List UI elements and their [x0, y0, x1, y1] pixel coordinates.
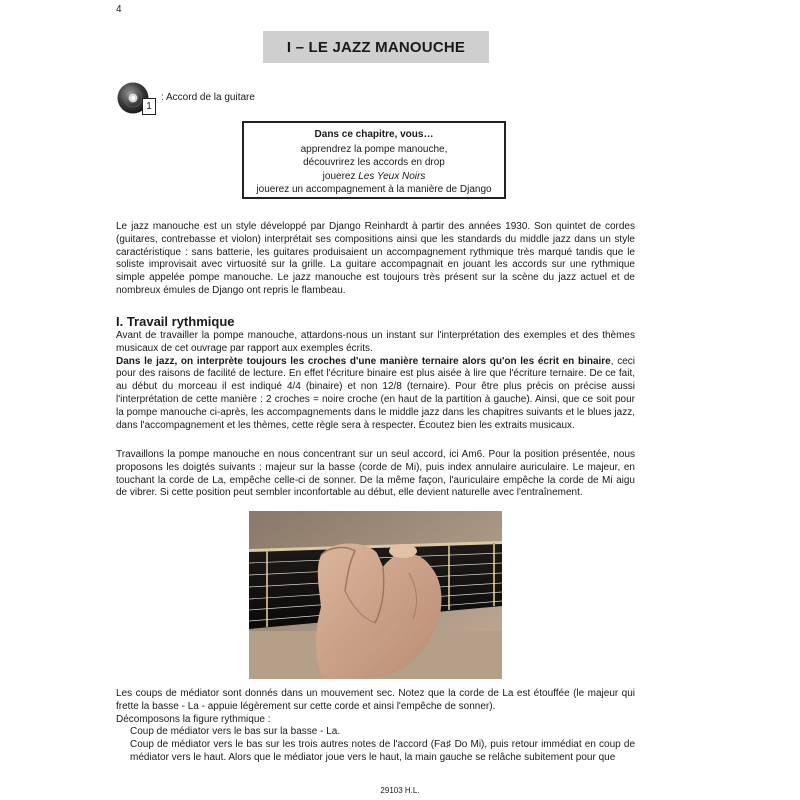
- paragraph-text: Les coups de médiator sont donnés dans un mouvement sec. Notez que la corde de La est étouffée (le majeur qui frette la basse - La - appuie légèrement sur cette corde et ainsi l'empêche de sonner).: [116, 688, 635, 712]
- cd-icon: [117, 81, 157, 115]
- body-paragraph: Travaillons la pompe manouche en nous concentrant sur un seul accord, ici Am6. Pour la position présentée, nous proposons les doigtés suivants : majeur sur la basse (corde de Mi), puis index annulaire auriculaire. Le majeur, en touchant la corde de La, empêche celle-ci de sonner. De la même façon, l'auriculaire empêche la corde de Mi aigu de vibrer. Si cette position peut sembler inconfortable au début, elle devient naturelle avec l'entraînement.: [116, 449, 635, 499]
- track-number: 1: [142, 98, 156, 115]
- emphasis-text: Dans le jazz, on interprète toujours les croches d'une manière ternaire alors qu'on les écrit en binaire: [116, 355, 611, 367]
- summary-item: [244, 170, 504, 184]
- page-number: 4: [116, 4, 122, 15]
- song-title: Les Yeux Noirs: [358, 170, 426, 182]
- track-label: : Accord de la guitare: [161, 91, 255, 103]
- intro-paragraph: Le jazz manouche est un style développé par Django Reinhardt à partir des années 1930. Son quintet de cordes (guitares, contrebasse et violon) interprétait ses compositions ainsi que les standards du middle jazz dans un style caractéristique : sans batterie, les guitares produisaient un accompagnement rythmique très marqué tandis que le soliste improvisait avec virtuosité sur la grille. La guitare accompagnait en jouant les accords sur une rythmique simple appelée pompe manouche. Le jazz manouche est toujours très présent sur la scène du jazz actuel et de nombreux émules de Django ont repris le flambeau.: [116, 221, 635, 296]
- summary-item: découvrirez les accords en drop: [303, 157, 445, 168]
- body-paragraph: [116, 330, 635, 432]
- paragraph-text: Décomposons la figure rythmique :: [116, 713, 271, 725]
- step-item: Coup de médiator vers le bas sur les trois autres notes de l'accord (Fa♯ Do Mi), puis retour immédiat en coup de médiator vers le haut. Alors que le médiator joue vers le haut, la main gauche se relâche subitement pour que: [130, 739, 635, 763]
- summary-item: apprendrez la pompe manouche,: [300, 143, 448, 155]
- audio-track-reference: [117, 81, 255, 115]
- summary-heading: Dans ce chapitre, vous…: [314, 129, 434, 140]
- section-heading: I. Travail rythmique: [116, 314, 235, 329]
- paragraph-text: , ceci pour des raisons de facilité de lecture. En effet l'écriture binaire est plus aisée à lire que l'écriture ternaire. De ce fait, au début du morceau il est indiqué 4/4 (binaire) et non 12/8 (ternaire). Pour être plus précis on précise aussi l'interprétation de cette manière : 2 croches = noire croche (en haut de la partition à gauche). Ainsi, que ce soit pour la pompe manouche ci-après, les accompagnements dans le middle jazz dans les chapitres suivants et le blues jazz, dans l'accompagnement et les thèmes, cette règle sera à respecter. Écoutez bien les extraits musicaux.: [116, 355, 635, 431]
- body-paragraph: [116, 688, 635, 765]
- footer-code: 29103 H.L.: [380, 786, 420, 795]
- summary-item: jouerez un accompagnement à la manière de Django: [256, 184, 492, 195]
- chord-photo: [249, 511, 502, 679]
- summary-item-prefix: jouerez: [322, 170, 356, 182]
- paragraph-text: Avant de travailler la pompe manouche, attardons-nous un instant sur l'interprétation des exemples et des thèmes musicaux de cet ouvrage par rapport aux exemples écrits.: [116, 330, 635, 354]
- chapter-title: I – LE JAZZ MANOUCHE: [263, 31, 489, 63]
- chapter-summary-box: [242, 121, 506, 199]
- step-item: Coup de médiator vers le bas sur la basse - La.: [130, 726, 341, 738]
